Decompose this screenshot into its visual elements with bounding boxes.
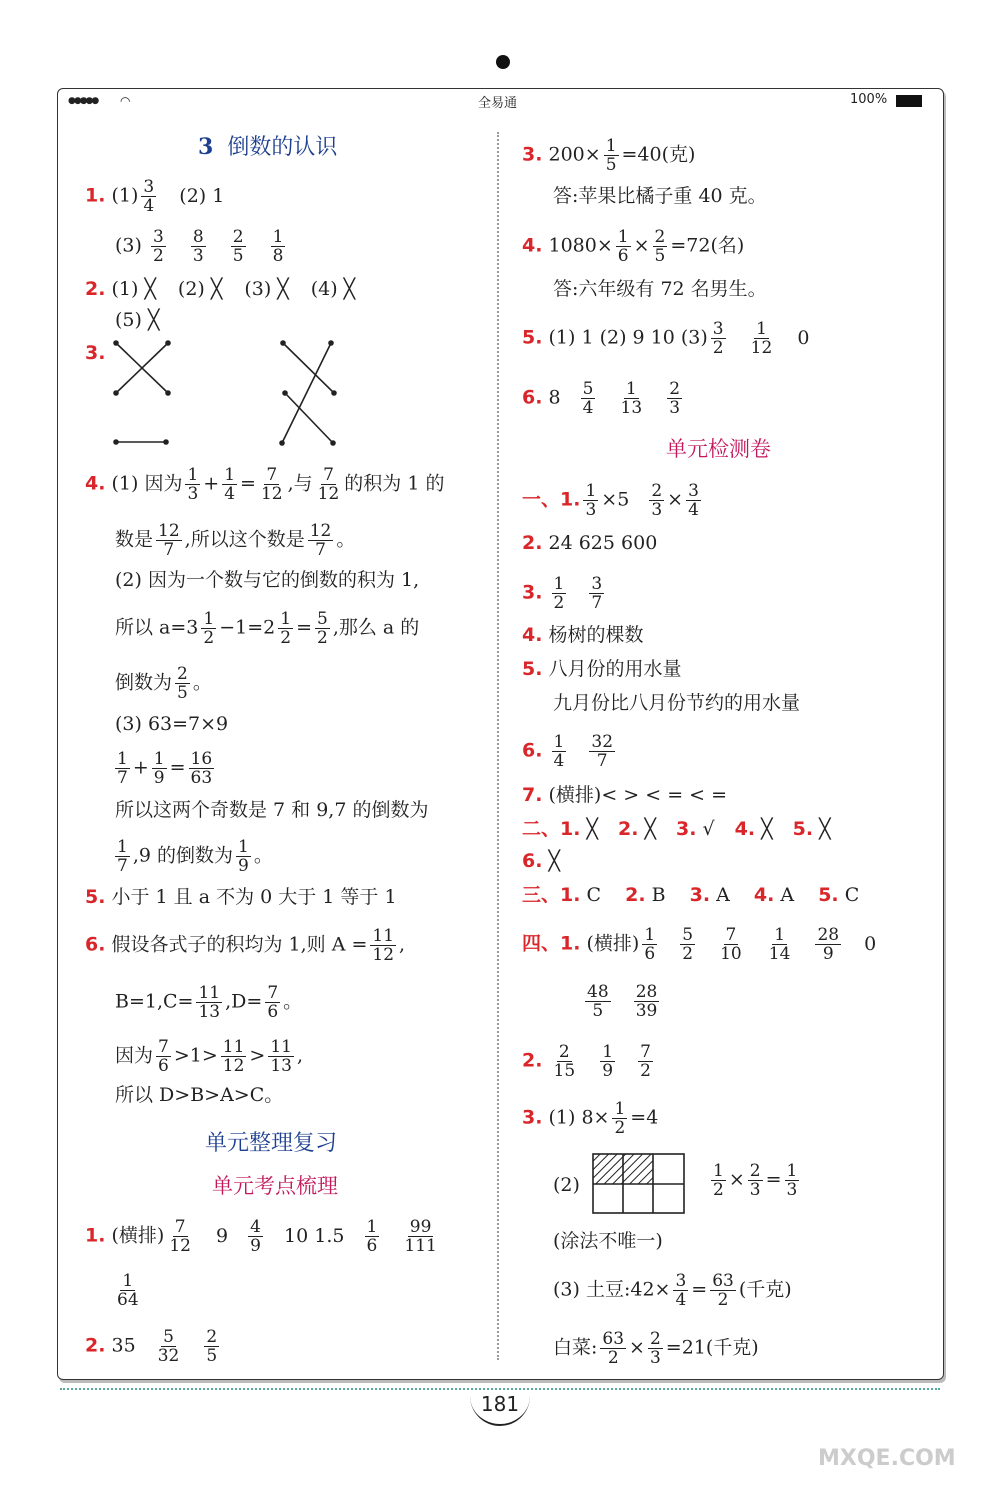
test-title: 单元检测卷 [666, 437, 771, 461]
left-q4-line7: $\frac{1}{7}$ + $\frac{1}{9}$ = $\frac{16}{63}$ [117, 749, 213, 788]
page-number: 181 [470, 1392, 530, 1426]
right-s4-q3-1: 3. (1) 8× $\frac{1}{2}$ =4 [522, 1099, 659, 1138]
shaded-grid-diagram [592, 1153, 686, 1215]
wifi-icon: ◠ [120, 94, 131, 108]
watermark: MXQE.COM [818, 1446, 956, 1471]
footer-dotted-line [60, 1388, 940, 1390]
right-s1-q1: 一、1. $\frac{1}{3}$ ×5 $\frac{2}{3}$ × $\frac{3}{4}$ [522, 481, 699, 520]
binder-hole [496, 55, 510, 69]
left-r2: 2. 35 $\frac{5}{32}$ $\frac{2}{5}$ [85, 1327, 218, 1366]
left-r1-line1: 1. (横排) $\frac{7}{12}$ 9 $\frac{4}{9}$ 10 1.5 $\frac{1}{6}$ $\frac{99}{111}$ [85, 1217, 437, 1256]
left-q2-line2: (5) ╳ [115, 309, 160, 331]
right-s4-note: (涂法不唯一) [553, 1230, 663, 1252]
section-number: 3 [198, 134, 214, 160]
right-s4-q3-2-eq: $\frac{1}{2}$ × $\frac{2}{3}$ = $\frac{1}{3}$ [713, 1161, 798, 1200]
app-title: 全易通 [478, 96, 518, 111]
left-q4-line8: 所以这两个奇数是 7 和 9,7 的倒数为 [115, 799, 429, 821]
left-q6-line3: 因为 $\frac{7}{6}$ >1> $\frac{11}{12}$ > $\frac{11}{13}$ , [115, 1037, 304, 1076]
left-q4-line5: 倒数为 $\frac{2}{5}$ 。 [115, 664, 212, 703]
right-q6: 6. 8 $\frac{5}{4}$ $\frac{1}{13}$ $\frac{2}{3}$ [522, 379, 681, 418]
left-q4-line1: 4. (1) 因为 $\frac{1}{3}$ + $\frac{1}{4}$ = $\frac{7}{12}$ ,与 $\frac{7}{12}$ 的积为 1 的 [85, 465, 445, 504]
right-s1-q4: 4. 杨树的棵数 [522, 624, 644, 646]
right-s4-q1: 四、1. (横排) $\frac{1}{6}$ $\frac{5}{2}$ $\frac{7}{10}$ $\frac{1}{14}$ $\frac{28}{9}$ 0 [522, 925, 877, 964]
right-s1-q7: 7. (横排)< > < = < = [522, 784, 728, 806]
right-q4-answer: 答:六年级有 72 名男生。 [553, 278, 767, 300]
left-r1-line2: $\frac{1}{64}$ [117, 1271, 139, 1310]
left-q3-label: 3. [85, 342, 106, 364]
left-q1-line1: 1. (1) $\frac{3}{4}$ (2) 1 [85, 177, 225, 216]
right-s1-q5b: 九月份比八月份节约的用水量 [553, 692, 801, 714]
left-q4-line6: (3) 63=7×9 [115, 713, 229, 735]
right-q4-line1: 4. 1080× $\frac{1}{6}$ × $\frac{2}{5}$ =72(名) [522, 227, 745, 266]
left-q6-line1: 6. 假设各式子的积均为 1,则 A = $\frac{11}{12}$ , [85, 926, 406, 965]
left-q4-line4: 所以 a=3 $\frac{1}{2}$ −1=2 $\frac{1}{2}$ = $\frac{5}{2}$ ,那么 a 的 [115, 609, 420, 648]
signal-icon: ●●●●● [68, 96, 98, 106]
left-q5: 5. 小于 1 且 a 不为 0 大于 1 等于 1 [85, 886, 397, 908]
left-q6-line2: B=1,C= $\frac{11}{13}$ ,D= $\frac{7}{6}$ 。 [115, 983, 303, 1022]
right-q3-answer: 答:苹果比橘子重 40 克。 [553, 185, 767, 207]
battery-percent: 100% [850, 92, 888, 107]
right-s2-q6: 6. ╳ [522, 850, 560, 872]
battery-icon [896, 95, 922, 107]
left-q4-line3: (2) 因为一个数与它的倒数的积为 1, [115, 569, 420, 591]
right-s4-q3-2-label: (2) [553, 1174, 580, 1196]
review-subtitle: 单元考点梳理 [212, 1174, 338, 1198]
right-s1-q5: 5. 八月份的用水量 [522, 658, 682, 680]
right-q3-line1: 3. 200× $\frac{1}{5}$ =40(克) [522, 136, 696, 175]
section-title-text: 倒数的认识 [227, 135, 338, 160]
right-s4-q3-3: (3) 土豆:42× $\frac{3}{4}$ = $\frac{63}{2}$ (千克) [553, 1271, 792, 1310]
left-q1-line2: (3) $\frac{3}{2}$ $\frac{8}{3}$ $\frac{2}{5}$ $\frac{1}{8}$ [115, 227, 284, 266]
left-q6-line4: 所以 D>B>A>C。 [115, 1084, 284, 1106]
right-s4-q1b: $\frac{48}{5}$ $\frac{28}{39}$ [587, 982, 658, 1021]
right-q5: 5. (1) 1 (2) 9 10 (3) $\frac{3}{2}$ $\frac{1}{12}$ 0 [522, 319, 810, 358]
column-divider [497, 132, 499, 1360]
right-s1-q3: 3. $\frac{1}{2}$ $\frac{3}{7}$ [522, 574, 603, 613]
right-s1-q6: 6. $\frac{1}{4}$ $\frac{32}{7}$ [522, 732, 614, 771]
right-s4-q2: 2. $\frac{2}{15}$ $\frac{1}{9}$ $\frac{7}{2}$ [522, 1042, 651, 1081]
right-s4-q3-4: 白菜: $\frac{63}{2}$ × $\frac{2}{3}$ =21(千克) [553, 1329, 759, 1368]
right-s2: 二、1. ╳ 2. ╳ 3. √ 4. ╳ 5. ╳ [522, 818, 831, 840]
right-s3: 三、1. C 2. B 3. A 4. A 5. C [522, 884, 860, 906]
matching-diagram [110, 338, 350, 450]
left-q2-line1: 2. (1) ╳ (2) ╳ (3) ╳ (4) ╳ [85, 278, 356, 300]
left-q4-line9: $\frac{1}{7}$ ,9 的倒数为 $\frac{1}{9}$ 。 [117, 837, 273, 876]
left-q4-line2: 数是 $\frac{12}{7}$ ,所以这个数是 $\frac{12}{7}$ 。 [115, 521, 356, 560]
section-title [198, 130, 337, 161]
review-title: 单元整理复习 [205, 1131, 338, 1156]
right-s1-q2: 2. 24 625 600 [522, 532, 658, 554]
